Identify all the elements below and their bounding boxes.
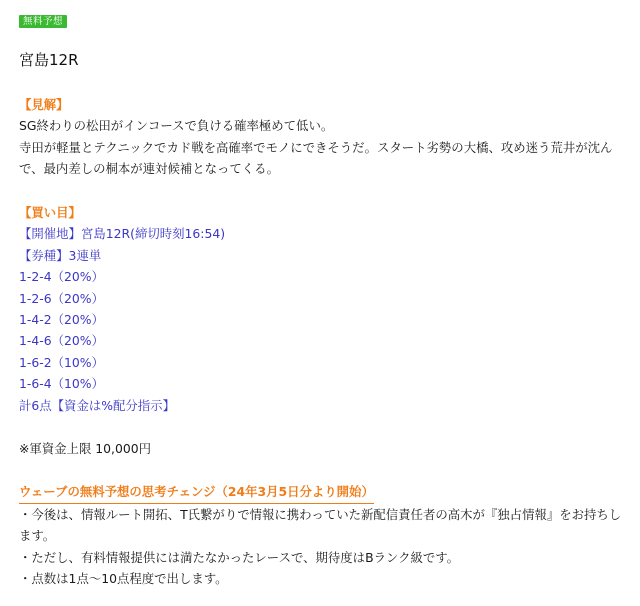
- bet-item: 1-4-2（20%）: [19, 312, 104, 328]
- opinion-line-1: SG終わりの松田がインコースで負ける確率極めて低い。: [19, 118, 334, 134]
- opinion-heading: 【見解】: [19, 97, 69, 112]
- bets-total: 計6点【資金は%配分指示】: [19, 397, 175, 413]
- venue-line: 【開催地】宮島12R(締切時刻16:54): [19, 226, 226, 242]
- change-bullet: ・今後は、情報ルート開拓、T氏繋がりで情報に携わっていた新配信責任者の高木が『独占情報』をお持ちします。: [19, 507, 622, 544]
- race-title: 宮島12R: [19, 51, 79, 69]
- bet-item: 1-6-2（10%）: [19, 354, 104, 370]
- bet-item: 1-2-4（20%）: [19, 269, 104, 285]
- ticket-type-line: 【券種】3連単: [19, 247, 102, 263]
- budget-note: [19, 438, 629, 459]
- change-heading: ウェーブの無料予想の思考チェンジ（24年3月5日分より開始）: [19, 482, 374, 504]
- bets-section: [19, 202, 629, 416]
- bets-heading: 【買い目】: [19, 205, 81, 220]
- change-section: [19, 481, 629, 590]
- opinion-line-2: 寺田が軽量とテクニックでカド戦を高確率でモノにできそうだ。スタート劣勢の大橋、攻め迷う荒井が沈んで、最内差しの桐本が連対候補となってくる。: [19, 139, 613, 177]
- free-prediction-badge: 無料予想: [19, 15, 67, 28]
- bet-item: 1-6-4（10%）: [19, 376, 104, 392]
- budget-note-text: ※軍資金上限 10,000円: [19, 441, 152, 456]
- change-bullet: ・ただし、有料情報提供には満たなかったレースで、期待度はBランク級です。: [19, 549, 460, 565]
- opinion-section: [19, 94, 629, 180]
- change-bullet: ・点数は1点〜10点程度で出します。: [19, 571, 228, 587]
- bet-item: 1-2-6（20%）: [19, 290, 104, 306]
- bet-item: 1-4-6（20%）: [19, 333, 104, 349]
